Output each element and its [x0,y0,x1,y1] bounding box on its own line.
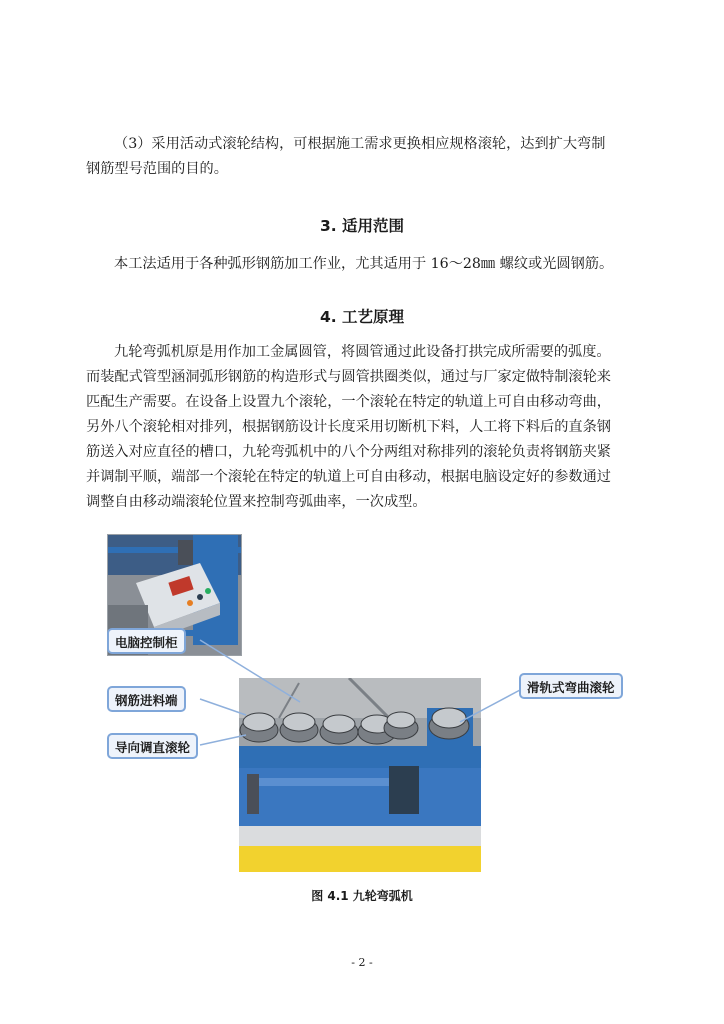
label-rebar-feed: 钢筋进料端 [107,686,186,712]
bending-machine-illustration [239,678,481,872]
paragraph-principle [86,340,638,515]
text-line: 调整自由移动端滚轮位置来控制弯弧曲率，一次成型。 [86,494,427,510]
text-line: 并调制平顺，端部一个滚轮在特定的轨道上可自由移动，根据电脑设定好的参数通过 [86,469,611,485]
text-line: 筋送入对应直径的槽口，九轮弯弧机中的八个分两组对称排列的滚轮负责将钢筋夹紧 [86,444,611,460]
page-number: - 2 - [351,956,373,969]
figure-caption: 图 4.1 九轮弯弧机 [311,889,413,903]
text-line: （3）采用活动式滚轮结构，可根据施工需求更换相应规格滚轮，达到扩大弯制 [114,136,606,152]
text-line: 匹配生产需要。在设备上设置九个滚轮，一个滚轮在特定的轨道上可自由移动弯曲， [86,394,611,410]
text-line: 而装配式管型涵洞弧形钢筋的构造形式与圆管拱圈类似，通过与厂家定做特制滚轮来 [86,369,611,385]
paragraph-scope [86,252,638,277]
section-heading-principle: 4. 工艺原理 [319,308,405,326]
label-sliding-roller: 滑轨式弯曲滚轮 [519,673,623,699]
paragraph-roller-structure [86,132,638,182]
text-line: 钢筋型号范围的目的。 [86,161,228,177]
text-line: 本工法适用于各种弧形钢筋加工作业，尤其适用于 16～28㎜ 螺纹或光圆钢筋。 [114,256,614,272]
text-line: 另外八个滚轮相对排列，根据钢筋设计长度采用切断机下料，人工将下料后的直条钢 [86,419,611,435]
label-guide-rollers: 导向调直滚轮 [107,733,198,759]
bending-machine-photo [239,678,481,872]
label-control-cabinet: 电脑控制柜 [107,628,186,654]
section-heading-scope: 3. 适用范围 [319,217,405,235]
text-line: 九轮弯弧机原是用作加工金属圆管，将圆管通过此设备打拱完成所需要的弧度。 [114,344,611,360]
